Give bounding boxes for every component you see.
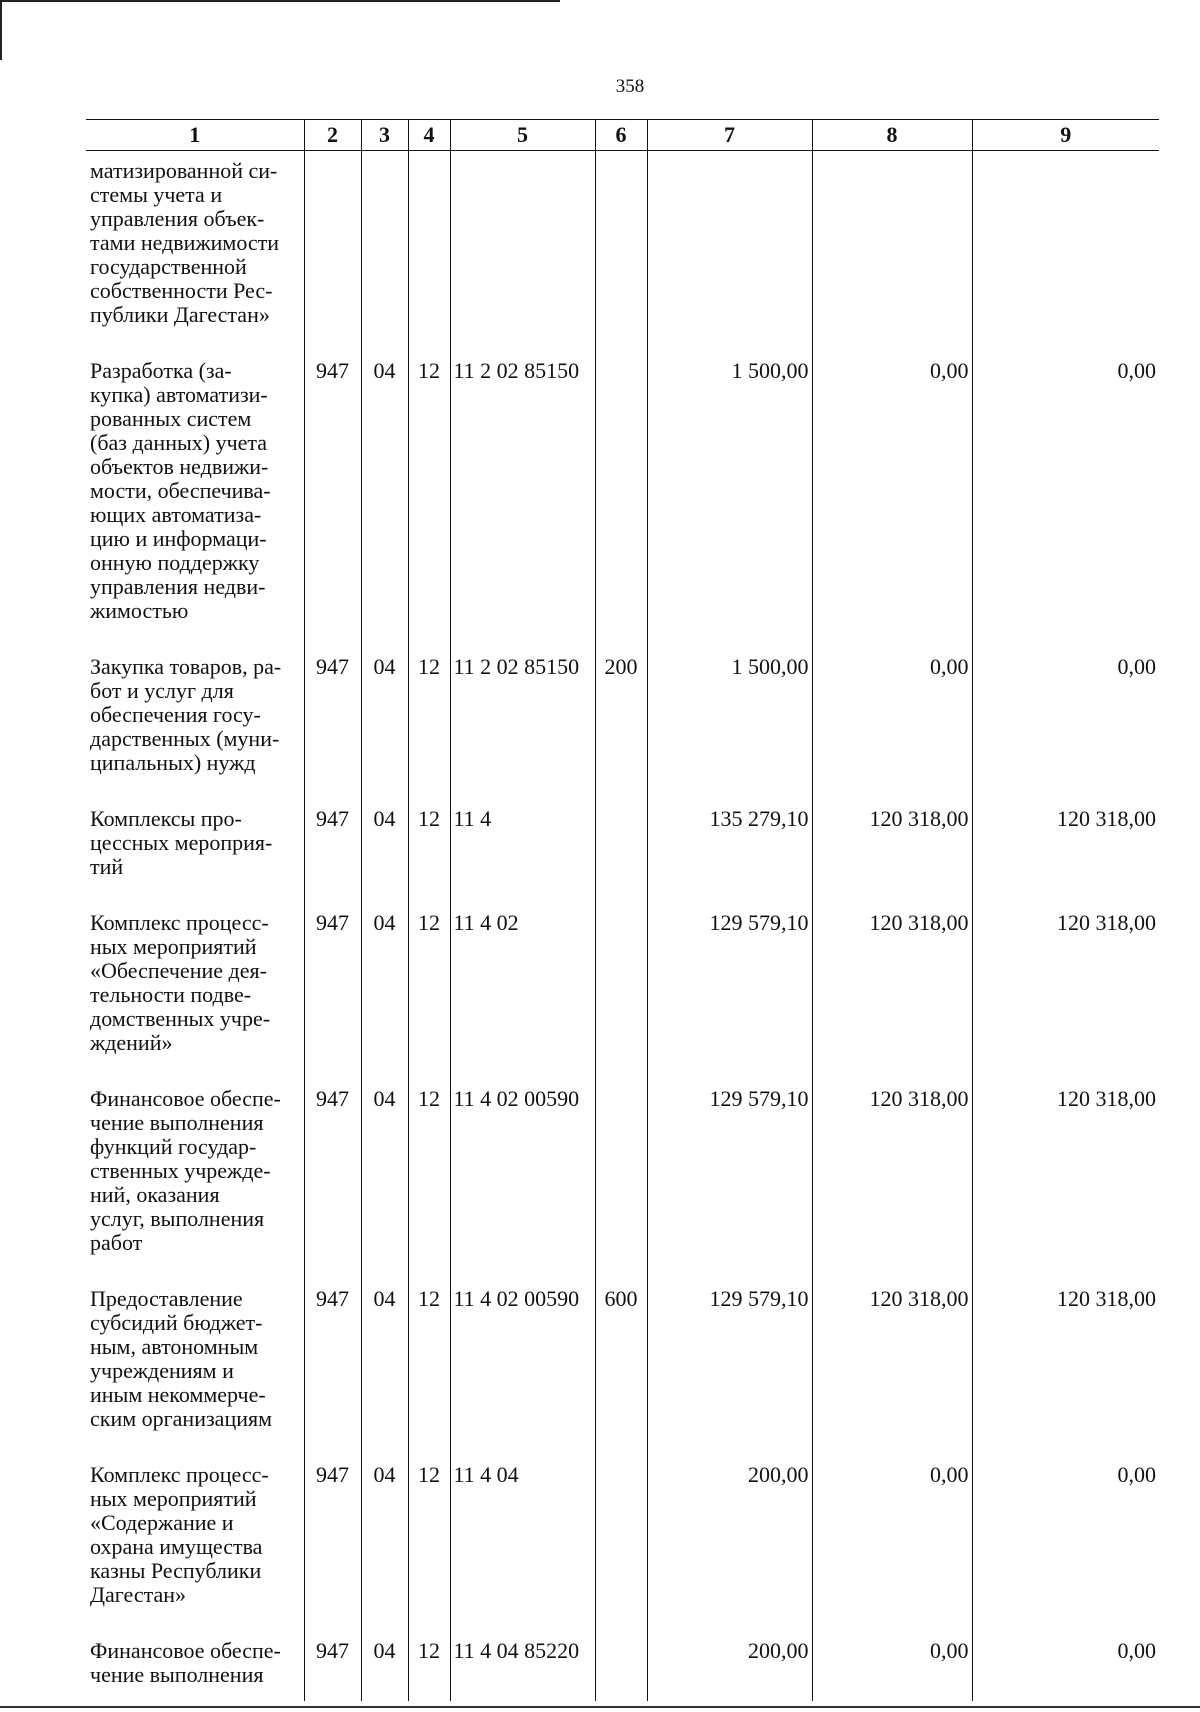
amount-2025-cell: 129 579,10 — [647, 1277, 812, 1453]
item-name-line: стемы учета и — [90, 182, 223, 207]
item-name-line: мости, обеспечива- — [90, 478, 271, 503]
item-name-line: тами недвижимости — [90, 230, 280, 255]
ministry-cell: 947 — [304, 1453, 361, 1629]
item-name-line: «Обеспечение дея- — [90, 958, 267, 983]
amount-2026-cell: 120 318,00 — [812, 797, 972, 901]
ministry-cell: 947 — [304, 349, 361, 645]
section-cell: 04 — [361, 1629, 408, 1701]
table-body — [86, 151, 1159, 1702]
item-name-line: объектов недвижи- — [90, 454, 269, 479]
item-name-line: жимостью — [90, 598, 189, 623]
item-name-line: ципальных) нужд — [90, 750, 256, 775]
subsection-cell: 12 — [408, 645, 450, 797]
amount-2025-cell: 1 500,00 — [647, 349, 812, 645]
header-cell: 1 — [86, 120, 304, 151]
item-name-line: ным, автономным — [90, 1334, 259, 1359]
item-name-line: ющих автоматиза- — [90, 502, 262, 527]
item-name-line: Предоставление — [90, 1286, 243, 1311]
amount-2027-cell: 0,00 — [972, 349, 1159, 645]
amount-2027-cell: 120 318,00 — [972, 1277, 1159, 1453]
section-cell: 04 — [361, 1077, 408, 1277]
header-cell: 2 — [304, 120, 361, 151]
amount-2027-cell: 120 318,00 — [972, 797, 1159, 901]
expense-type-cell — [595, 797, 647, 901]
subsection-cell: 12 — [408, 1453, 450, 1629]
scan-edge-bottom — [0, 1706, 1200, 1708]
amount-2026-cell: 120 318,00 — [812, 901, 972, 1077]
ministry-cell: 947 — [304, 901, 361, 1077]
item-name-line: функций государ- — [90, 1134, 257, 1159]
item-name-line: казны Республики — [90, 1558, 262, 1583]
expense-type-cell — [595, 1453, 647, 1629]
amount-2026-cell: 120 318,00 — [812, 1277, 972, 1453]
item-name-cell — [86, 151, 304, 350]
item-name-line: учреждениям и — [90, 1358, 234, 1383]
item-name-cell — [86, 901, 304, 1077]
section-cell: 04 — [361, 901, 408, 1077]
target-code-cell: 11 4 02 00590 — [450, 1277, 595, 1453]
item-name-line: ний, оказания — [90, 1182, 220, 1207]
item-name-cell — [86, 349, 304, 645]
ministry-cell: 947 — [304, 1077, 361, 1277]
section-cell: 04 — [361, 645, 408, 797]
item-name-line: Дагестан» — [90, 1582, 187, 1607]
table-row — [86, 1277, 1159, 1453]
table-row — [86, 1629, 1159, 1701]
item-name-line: управления объек- — [90, 206, 265, 231]
amount-2025-cell: 129 579,10 — [647, 1077, 812, 1277]
table-row — [86, 151, 1159, 350]
amount-2027-cell: 120 318,00 — [972, 1077, 1159, 1277]
item-name-line: услуг, выполнения — [90, 1206, 265, 1231]
item-name-line: тий — [90, 854, 124, 879]
amount-2025-cell: 1 500,00 — [647, 645, 812, 797]
subsection-cell: 12 — [408, 1277, 450, 1453]
subsection-cell: 12 — [408, 1077, 450, 1277]
amount-2027-cell: 120 318,00 — [972, 901, 1159, 1077]
header-cell: 8 — [812, 120, 972, 151]
item-name-line: Закупка товаров, ра- — [90, 654, 282, 679]
table-row — [86, 1077, 1159, 1277]
target-code-cell: 11 4 04 85220 — [450, 1629, 595, 1701]
amount-2027-cell: 0,00 — [972, 645, 1159, 797]
item-name-line: ским организациям — [90, 1406, 273, 1431]
target-code-cell: 11 4 02 00590 — [450, 1077, 595, 1277]
expense-type-cell: 200 — [595, 645, 647, 797]
item-name-line: Финансовое обеспе- — [90, 1638, 281, 1663]
expense-type-cell — [595, 901, 647, 1077]
amount-2025-cell: 200,00 — [647, 1453, 812, 1629]
amount-2026-cell: 0,00 — [812, 1453, 972, 1629]
ministry-cell: 947 — [304, 1277, 361, 1453]
section-cell: 04 — [361, 1277, 408, 1453]
ministry-cell: 947 — [304, 797, 361, 901]
item-name-cell — [86, 1453, 304, 1629]
amount-2027-cell — [972, 151, 1159, 350]
page-number: 358 — [615, 76, 645, 97]
item-name-line: бот и услуг для — [90, 678, 234, 703]
section-cell — [361, 151, 408, 350]
item-name-line: охрана имущества — [90, 1534, 263, 1559]
item-name-line: Комплекс процесс- — [90, 1462, 269, 1487]
item-name-line: «Содержание и — [90, 1510, 234, 1535]
amount-2027-cell: 0,00 — [972, 1629, 1159, 1701]
item-name-line: чение выполнения — [90, 1662, 264, 1687]
header-cell: 4 — [408, 120, 450, 151]
item-name-cell — [86, 797, 304, 901]
target-code-cell: 11 2 02 85150 — [450, 349, 595, 645]
table-row — [86, 797, 1159, 901]
item-name-line: цию и информаци- — [90, 526, 267, 551]
item-name-line: собственности Рес- — [90, 278, 273, 303]
amount-2026-cell: 0,00 — [812, 349, 972, 645]
item-name-line: ных мероприятий — [90, 934, 257, 959]
target-code-cell: 11 4 — [450, 797, 595, 901]
section-cell: 04 — [361, 1453, 408, 1629]
table-row — [86, 349, 1159, 645]
item-name-line: цессных мероприя- — [90, 830, 273, 855]
item-name-line: купка) автоматизи- — [90, 382, 268, 407]
amount-2026-cell: 0,00 — [812, 1629, 972, 1701]
item-name-line: домственных учре- — [90, 1006, 271, 1031]
ministry-cell: 947 — [304, 645, 361, 797]
item-name-line: дарственных (муни- — [90, 726, 280, 751]
section-cell: 04 — [361, 349, 408, 645]
item-name-line: ных мероприятий — [90, 1486, 257, 1511]
target-code-cell: 11 2 02 85150 — [450, 645, 595, 797]
ministry-cell — [304, 151, 361, 350]
section-cell: 04 — [361, 797, 408, 901]
header-cell: 3 — [361, 120, 408, 151]
item-name-line: Комплексы про- — [90, 806, 242, 831]
item-name-cell — [86, 1629, 304, 1701]
table-row — [86, 901, 1159, 1077]
amount-2026-cell: 0,00 — [812, 645, 972, 797]
expense-type-cell — [595, 349, 647, 645]
target-code-cell — [450, 151, 595, 350]
item-name-line: субсидий бюджет- — [90, 1310, 263, 1335]
item-name-line: государственной — [90, 254, 247, 279]
subsection-cell: 12 — [408, 901, 450, 1077]
item-name-line: онную поддержку — [90, 550, 260, 575]
item-name-line: обеспечения госу- — [90, 702, 261, 727]
subsection-cell: 12 — [408, 1629, 450, 1701]
header-cell: 6 — [595, 120, 647, 151]
amount-2025-cell: 135 279,10 — [647, 797, 812, 901]
item-name-cell — [86, 645, 304, 797]
expense-type-cell — [595, 1629, 647, 1701]
amount-2025-cell: 200,00 — [647, 1629, 812, 1701]
budget-table — [86, 119, 1159, 1701]
item-name-line: Разработка (за- — [90, 358, 232, 383]
item-name-line: ждений» — [90, 1030, 173, 1055]
item-name-line: чение выполнения — [90, 1110, 264, 1135]
item-name-line: ственных учрежде- — [90, 1158, 271, 1183]
subsection-cell — [408, 151, 450, 350]
item-name-line: тельности подве- — [90, 982, 252, 1007]
subsection-cell: 12 — [408, 349, 450, 645]
header-cell: 5 — [450, 120, 595, 151]
expense-type-cell — [595, 1077, 647, 1277]
amount-2026-cell — [812, 151, 972, 350]
expense-type-cell: 600 — [595, 1277, 647, 1453]
item-name-line: Комплекс процесс- — [90, 910, 269, 935]
item-name-line: (баз данных) учета — [90, 430, 268, 455]
scan-edge-left — [0, 0, 2, 60]
amount-2025-cell — [647, 151, 812, 350]
header-row — [86, 120, 1159, 151]
subsection-cell: 12 — [408, 797, 450, 901]
header-cell: 7 — [647, 120, 812, 151]
item-name-line: управления недви- — [90, 574, 266, 599]
item-name-cell — [86, 1277, 304, 1453]
item-name-line: работ — [90, 1230, 143, 1255]
amount-2025-cell: 129 579,10 — [647, 901, 812, 1077]
item-name-line: матизированной си- — [90, 158, 278, 183]
item-name-line: рованных систем — [90, 406, 252, 431]
ministry-cell: 947 — [304, 1629, 361, 1701]
target-code-cell: 11 4 02 — [450, 901, 595, 1077]
header-cell: 9 — [972, 120, 1159, 151]
item-name-cell — [86, 1077, 304, 1277]
item-name-line: Финансовое обеспе- — [90, 1086, 281, 1111]
scan-edge-top — [0, 0, 560, 2]
item-name-line: публики Дагестан» — [90, 302, 270, 327]
table-row — [86, 1453, 1159, 1629]
amount-2027-cell: 0,00 — [972, 1453, 1159, 1629]
item-name-line: иным некоммерче- — [90, 1382, 266, 1407]
amount-2026-cell: 120 318,00 — [812, 1077, 972, 1277]
table-row — [86, 645, 1159, 797]
target-code-cell: 11 4 04 — [450, 1453, 595, 1629]
expense-type-cell — [595, 151, 647, 350]
